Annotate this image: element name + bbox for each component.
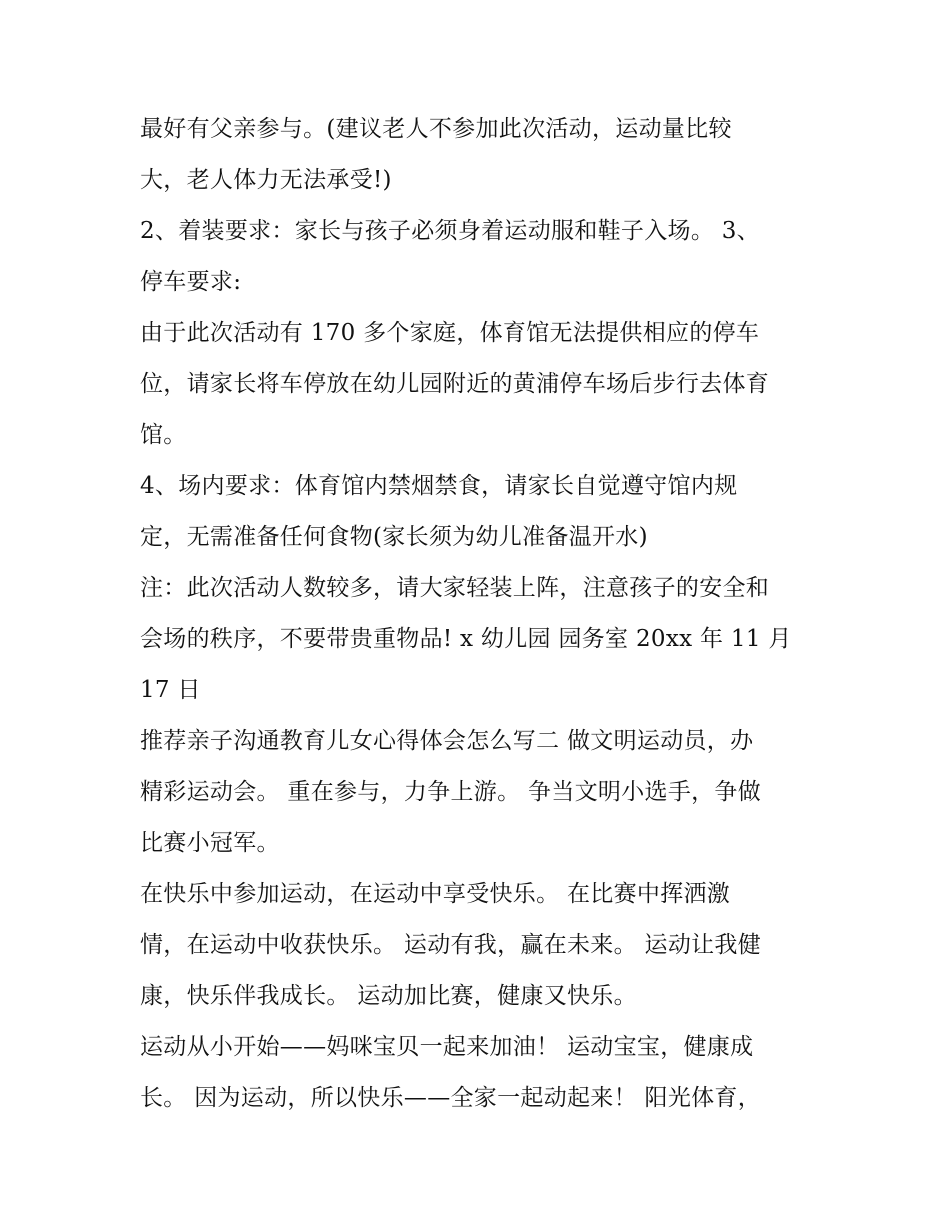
text-line: 停车要求: bbox=[140, 269, 242, 295]
text-line: 会场的秩序，不要带贵重物品! x 幼儿园 园务室 20xx 年 11 月 bbox=[140, 626, 792, 652]
text-line: 情，在运动中收获快乐。 运动有我，赢在未来。 运动让我健 bbox=[140, 932, 762, 958]
text-line: 位，请家长将车停放在幼儿园附近的黄浦停车场后步行去体育 bbox=[140, 371, 770, 397]
text-line: 运动从小开始——妈咪宝贝一起来加油！ 运动宝宝，健康成 bbox=[140, 1034, 754, 1060]
text-line: 定，无需准备任何食物(家长须为幼儿准备温开水) bbox=[140, 524, 648, 550]
text-line: 康，快乐伴我成长。 运动加比赛，健康又快乐。 bbox=[140, 983, 637, 1009]
text-line: 由于此次活动有 170 多个家庭，体育馆无法提供相应的停车 bbox=[140, 320, 760, 346]
text-line: 2、着装要求：家长与孩子必须身着运动服和鞋子入场。 3、 bbox=[140, 218, 760, 244]
text-line: 注：此次活动人数较多，请大家轻装上阵，注意孩子的安全和 bbox=[140, 575, 770, 601]
text-line: 长。 因为运动，所以快乐——全家一起动起来！ 阳光体育， bbox=[140, 1085, 762, 1111]
text-line: 馆。 bbox=[140, 422, 187, 448]
document-body bbox=[140, 104, 830, 1124]
text-line: 最好有父亲参与。(建议老人不参加此次活动，运动量比较 bbox=[140, 116, 732, 142]
text-line: 17 日 bbox=[140, 677, 201, 703]
text-line: 在快乐中参加运动，在运动中享受快乐。 在比赛中挥洒激 bbox=[140, 881, 731, 907]
text-line: 推荐亲子沟通教育儿女心得体会怎么写二 做文明运动员，办 bbox=[140, 728, 754, 754]
text-line: 4、场内要求：体育馆内禁烟禁食，请家长自觉遵守馆内规 bbox=[140, 473, 738, 499]
text-line: 精彩运动会。 重在参与，力争上游。 争当文明小选手，争做 bbox=[140, 779, 762, 805]
text-line: 比赛小冠军。 bbox=[140, 830, 280, 856]
text-line: 大，老人体力无法承受!) bbox=[140, 167, 392, 193]
